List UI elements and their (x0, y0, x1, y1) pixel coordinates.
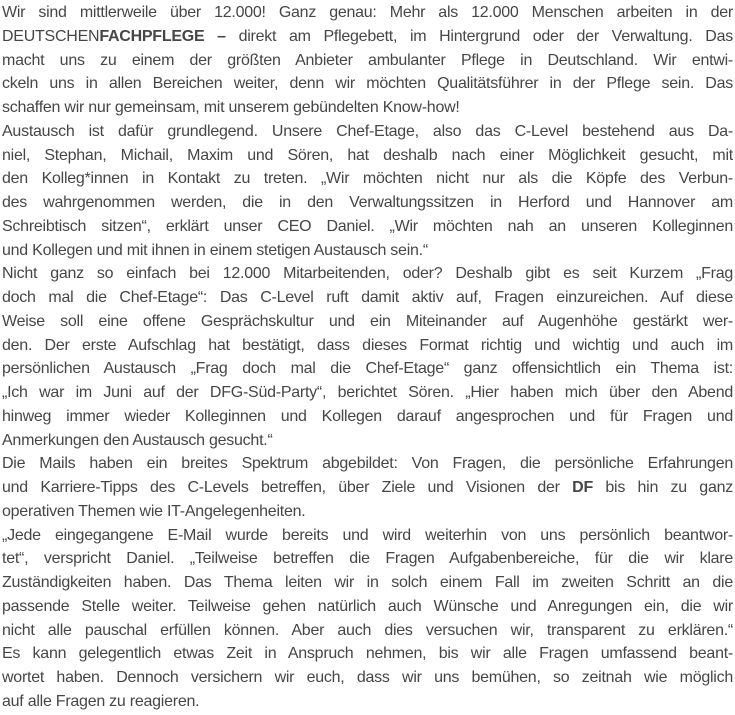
text-line (2, 120, 733, 144)
text-line (2, 619, 733, 643)
bold-text-segment: DF (572, 479, 593, 496)
text-segment: den Kolleg*innen in Kontakt zu treten. „Wir möchten nicht nur als die Köpfe des Verbun- (2, 170, 733, 188)
text-line (2, 25, 733, 49)
text-segment: des wahrgenommen werden, die in den Verwaltungssitzen in Herford und Hannover am (2, 194, 733, 211)
text-line (2, 1, 733, 25)
text-line (2, 666, 733, 690)
text-line (2, 357, 733, 381)
text-line (2, 49, 733, 73)
text-segment: ckeln uns in allen Bereichen weiter, denn wir möchten Qualitätsführer in der Pflege sein. Das (2, 75, 733, 93)
text-segment: operativen Themen wie IT-Angelegenheiten. (2, 502, 306, 520)
text-segment: passende Stelle weiter. Teilweise gehen natürlich auch Wünsche und Anregungen ein, die wir (2, 597, 733, 615)
text-segment: Schreibtisch sitzen“, erklärt unser CEO Daniel. „Wir möchten nah an unseren Kolleginnen (2, 217, 733, 235)
text-segment: Austausch ist dafür grundlegend. Unsere Chef-Etage, also das C-Level bestehend aus Da- (2, 122, 733, 140)
text-line (2, 144, 733, 168)
text-line (2, 215, 733, 239)
text-segment: Die Mails haben ein breites Spektrum abgebildet: Von Fragen, die persönliche Erfahrungen (2, 455, 733, 473)
text-segment: DEUTSCHEN (2, 27, 100, 45)
text-line (2, 334, 733, 358)
text-segment: wortet haben. Dennoch versichern wir euch, dass wir uns bemühen, so zeitnah wie möglich (2, 669, 733, 686)
text-segment: und Karriere-Tipps des C-Levels betreffen, über Ziele und Visionen der (2, 479, 573, 496)
text-line (2, 429, 733, 453)
text-line (2, 286, 733, 310)
text-segment: Anmerkungen den Austausch gesucht.“ (2, 431, 273, 449)
text-segment: Zuständigkeiten haben. Das Thema leiten wir in solch einem Fall im zweiten Schritt an die (2, 574, 733, 591)
text-line (2, 405, 733, 429)
text-line (2, 595, 733, 619)
text-line (2, 381, 733, 405)
text-segment: Nicht ganz so einfach bei 12.000 Mitarbeitenden, oder? Deshalb gibt es seit Kurzem „Frag (2, 265, 733, 283)
text-segment: bis hin zu ganz (592, 479, 733, 496)
text-segment: schaffen wir nur gemeinsam, mit unserem gebündelten Know-how! (2, 99, 460, 116)
text-segment: Es kann gelegentlich etwas Zeit in Anspruch nehmen, bis wir alle Fragen umfassend beant- (2, 645, 733, 663)
text-line (2, 500, 733, 524)
text-line (2, 167, 733, 191)
text-line (2, 642, 733, 666)
text-segment: und Kollegen und mit ihnen in einem stetigen Austausch sein.“ (2, 241, 428, 259)
text-line (2, 239, 733, 263)
text-segment: „Jede eingegangene E-Mail wurde bereits und wird weiterhin von uns persönlich beantwor- (2, 526, 733, 544)
text-segment: persönlichen Austausch „Frag doch mal die Chef-Etage“ ganz offensichtlich ein Thema ist: (2, 360, 733, 378)
text-segment: macht uns zu einem der größten Anbieter ambulanter Pflege in Deutschland. Wir entwi- (2, 51, 733, 69)
text-line (2, 524, 733, 548)
text-segment: nicht alle pauschal erfüllen können. Aber auch dies versuchen wir, transparent zu erklären.“ (2, 621, 733, 639)
text-segment: niel, Stephan, Michail, Maxim und Sören, hat deshalb nach einer Möglichkeit gesucht, mit (2, 146, 733, 164)
text-segment: auf alle Fragen zu reagieren. (2, 692, 200, 710)
text-segment: Weise soll eine offene Gesprächskultur und ein Miteinander auf Augenhöhe gestärkt wer- (2, 312, 733, 330)
text-line (2, 690, 733, 714)
text-line (2, 310, 733, 334)
text-line (2, 262, 733, 286)
text-line (2, 547, 733, 571)
article-text (2, 1, 733, 714)
text-segment: den. Der erste Aufschlag hat bestätigt, dass dieses Format richtig und wichtig und auch im (2, 336, 733, 354)
text-segment: tet“, verspricht Daniel. „Teilweise betreffen die Fragen Aufgabenbereiche, für die wir klare (2, 550, 733, 568)
text-line (2, 571, 733, 595)
text-segment: „Ich war im Juni auf der DFG-Süd-Party“, berichtet Sören. „Hier haben mich über den Abend (2, 384, 733, 401)
text-line (2, 476, 733, 500)
text-line (2, 191, 733, 215)
text-segment: hinweg immer wieder Kolleginnen und Kollegen darauf angesprochen und für Fragen und (2, 407, 733, 425)
text-segment: Wir sind mittlerweile über 12.000! Ganz genau: Mehr als 12.000 Menschen arbeiten in der (2, 4, 733, 21)
text-segment: doch mal die Chef-Etage“: Das C-Level ruft damit aktiv auf, Fragen einzureichen. Auf diese (2, 289, 733, 306)
text-segment: direkt am Pflegebett, im Hintergrund oder der Verwaltung. Das (225, 27, 733, 45)
text-line (2, 96, 733, 120)
bold-text-segment: FACHPFLEGE – (99, 27, 226, 45)
text-line (2, 452, 733, 476)
text-line (2, 72, 733, 96)
